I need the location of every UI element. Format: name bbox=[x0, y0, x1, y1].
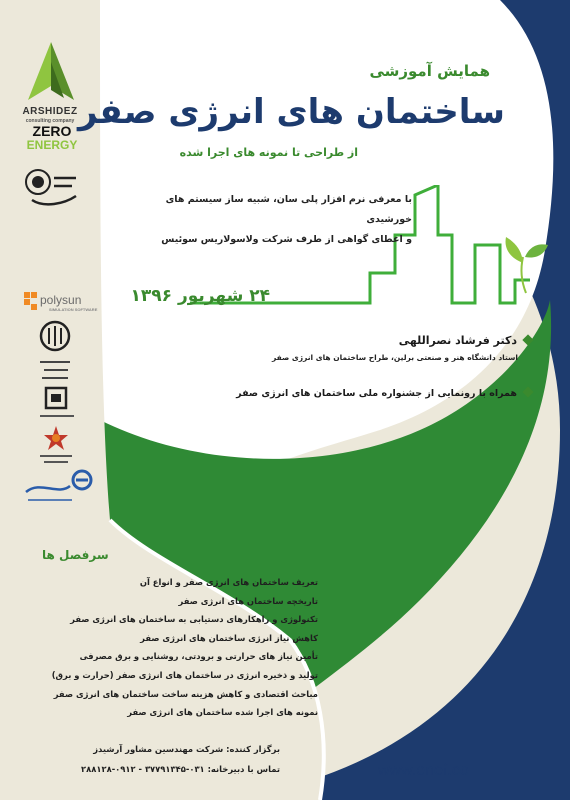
list-item: نمونه های اجرا شده ساختمان های انرژی صفر bbox=[127, 707, 318, 718]
intro-line: با معرفی نرم افزار پلی سان، شبیه ساز سیستم های خورشیدی bbox=[165, 194, 412, 225]
arshidez-logo-icon bbox=[28, 42, 74, 104]
list-item: تکنولوژی و راهکارهای دستیابی به ساختمان های انرژی صفر bbox=[70, 614, 318, 625]
diamond-bullet-icon bbox=[522, 386, 533, 397]
website-link[interactable]: www.enef.co bbox=[378, 762, 469, 779]
list-item: تاریخچه ساختمان های انرژی صفر bbox=[178, 595, 318, 606]
subtitle: از طراحی تا نمونه های اجرا شده bbox=[179, 146, 358, 159]
topics-list bbox=[28, 573, 318, 722]
polysun-name: polysun bbox=[40, 293, 82, 307]
zero-energy-logo-line1: ZERO bbox=[32, 123, 72, 139]
list-item: مباحث اقتصادی و کاهش هزینه ساخت ساختمان های انرژی صفر bbox=[53, 688, 318, 699]
contact-text: تماس با دبیرخانه: ۰۳۱-۳۷۷۹۱۳۴۵ - ۰۹۱۲-۲۸۸۱۲۸ bbox=[81, 764, 280, 774]
polysun-logo-icon bbox=[24, 292, 40, 310]
arshidez-name: ARSHIDEZ bbox=[22, 106, 78, 117]
institute-emblem-icon bbox=[40, 386, 74, 422]
topics-heading: سرفصل ها bbox=[42, 548, 109, 562]
zero-energy-logo-line2: ENERGY bbox=[26, 138, 78, 152]
page-title: ساختمان های انرژی صفر bbox=[78, 92, 505, 132]
speaker-block bbox=[202, 334, 532, 362]
festival-note bbox=[202, 388, 532, 399]
arshidez-tagline: consulting company bbox=[25, 118, 75, 124]
municipality-emblem-icon bbox=[38, 320, 72, 384]
culture-center-emblem-icon bbox=[36, 424, 76, 464]
engineering-company-logo-icon bbox=[24, 466, 96, 506]
speaker-line bbox=[202, 334, 532, 347]
organizer-text: برگزار کننده: شرکت مهندسین مشاور آرشیدز bbox=[93, 744, 280, 754]
intro-line: و اعطای گواهی از طرف شرکت ولاسولاریس سوئیس bbox=[161, 234, 412, 245]
event-date: ۲۴ شهریور ۱۳۹۶ bbox=[130, 286, 270, 306]
speaker-description: استاد دانشگاه هنر و صنعتی برلین، طراح ساختمان های انرژی صفر bbox=[271, 353, 518, 362]
jahad-emblem-icon bbox=[24, 168, 80, 210]
diamond-bullet-icon bbox=[522, 334, 533, 345]
leaf-icon bbox=[506, 237, 548, 293]
speaker-name: دکتر فرشاد نصراللهی bbox=[398, 334, 517, 347]
festival-note-text: همراه با رونمایی از جشنواره ملی ساختمان های انرژی صفر bbox=[236, 388, 517, 399]
event-type: همایش آموزشی bbox=[369, 62, 490, 80]
list-item: تأمین نیاز های حرارتی و برودتی، روشنایی و برق مصرفی bbox=[79, 651, 318, 662]
list-item: تولید و ذخیره انرژی در ساختمان های انرژی صفر (حرارت و برق) bbox=[51, 669, 318, 680]
intro-text bbox=[152, 190, 412, 250]
list-item: تعریف ساختمان های انرژی صفر و انواع آن bbox=[139, 577, 318, 587]
polysun-tagline: SIMULATION SOFTWARE bbox=[49, 307, 98, 312]
list-item: کاهش نیاز انرژی ساختمان های انرژی صفر bbox=[140, 632, 318, 643]
